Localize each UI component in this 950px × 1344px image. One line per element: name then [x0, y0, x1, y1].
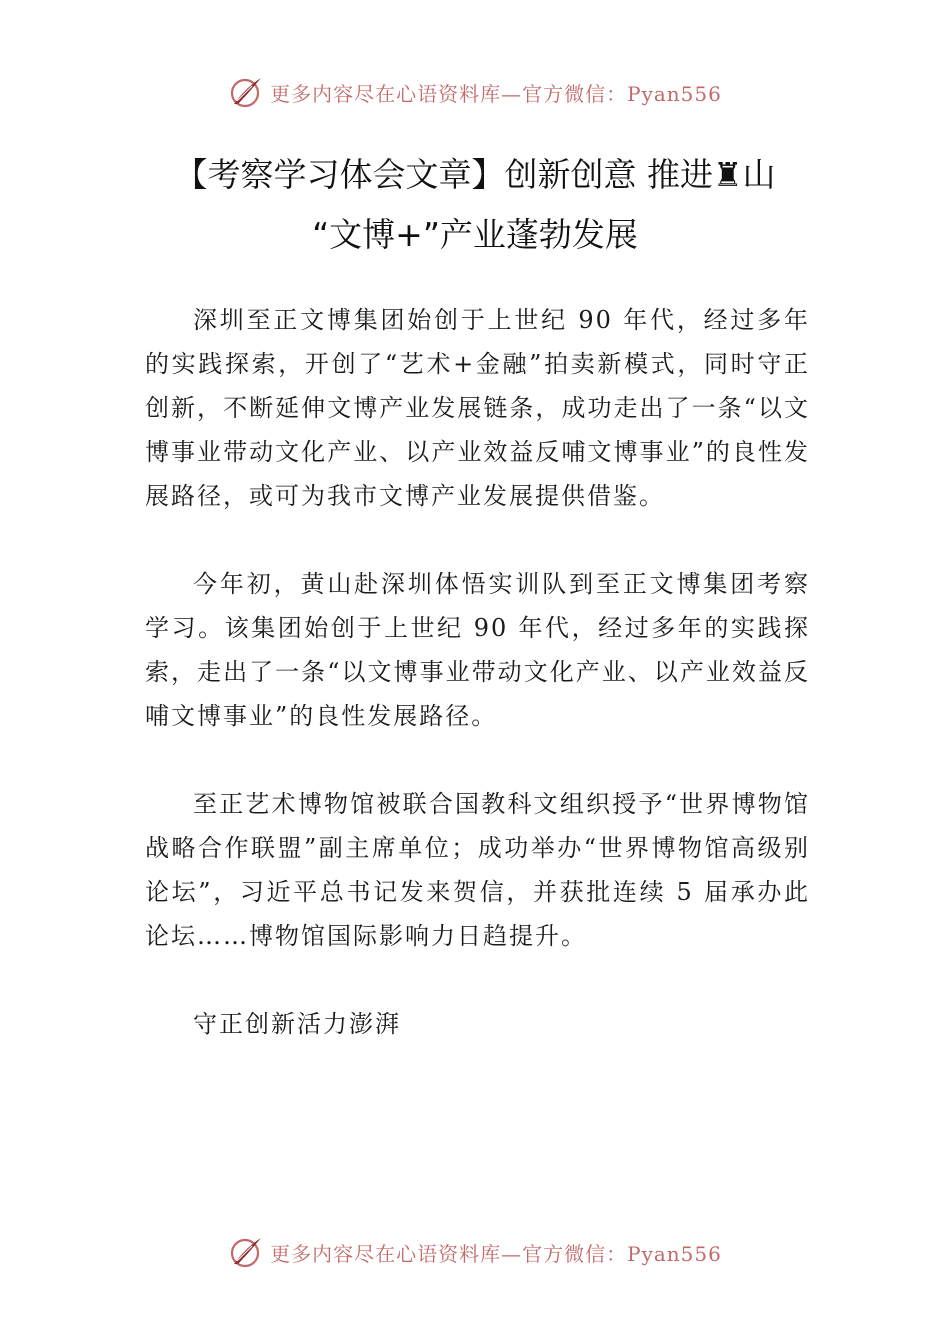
document-title-line-2: “文博+”产业蓬勃发展 — [312, 215, 638, 254]
quill-pen-logo-icon — [228, 1234, 264, 1270]
document-title-line-1: 【考察学习体会文章】创新创意 推进♜山 — [174, 155, 776, 194]
watermark-text: 更多内容尽在心语资料库—官方微信：Pyan556 — [270, 81, 722, 106]
paragraph-2: 今年初，黄山赴深圳体悟实训队到至正文博集团考察学习。该集团始创于上世纪 90 年代，经过多年的实践探索，走出了一条“以文博事业带动文化产业、以产业效益反哺文博事业”的良性发展路径。 — [145, 570, 810, 730]
footer-watermark — [0, 1232, 950, 1272]
header-watermark — [0, 72, 950, 112]
watermark-text: 更多内容尽在心语资料库—官方微信：Pyan556 — [270, 1241, 722, 1266]
document-body — [145, 298, 810, 1090]
quill-pen-logo-icon — [228, 74, 264, 110]
paragraph-3: 至正艺术博物馆被联合国教科文组织授予“世界博物馆战略合作联盟”副主席单位；成功举办“世界博物馆高级别论坛”，习近平总书记发来贺信，并获批连续 5 届承办此论坛……博物馆国际影响力日趋提升。 — [145, 790, 810, 950]
paragraph-1: 深圳至正文博集团始创于上世纪 90 年代，经过多年的实践探索，开创了“艺术+金融”拍卖新模式，同时守正创新，不断延伸文博产业发展链条，成功走出了一条“以文博事业带动文化产业、以产业效益反哺文博事业”的良性发展路径，或可为我市文博产业发展提供借鉴。 — [145, 306, 810, 510]
section-heading: 守正创新活力澎湃 — [193, 1010, 401, 1038]
